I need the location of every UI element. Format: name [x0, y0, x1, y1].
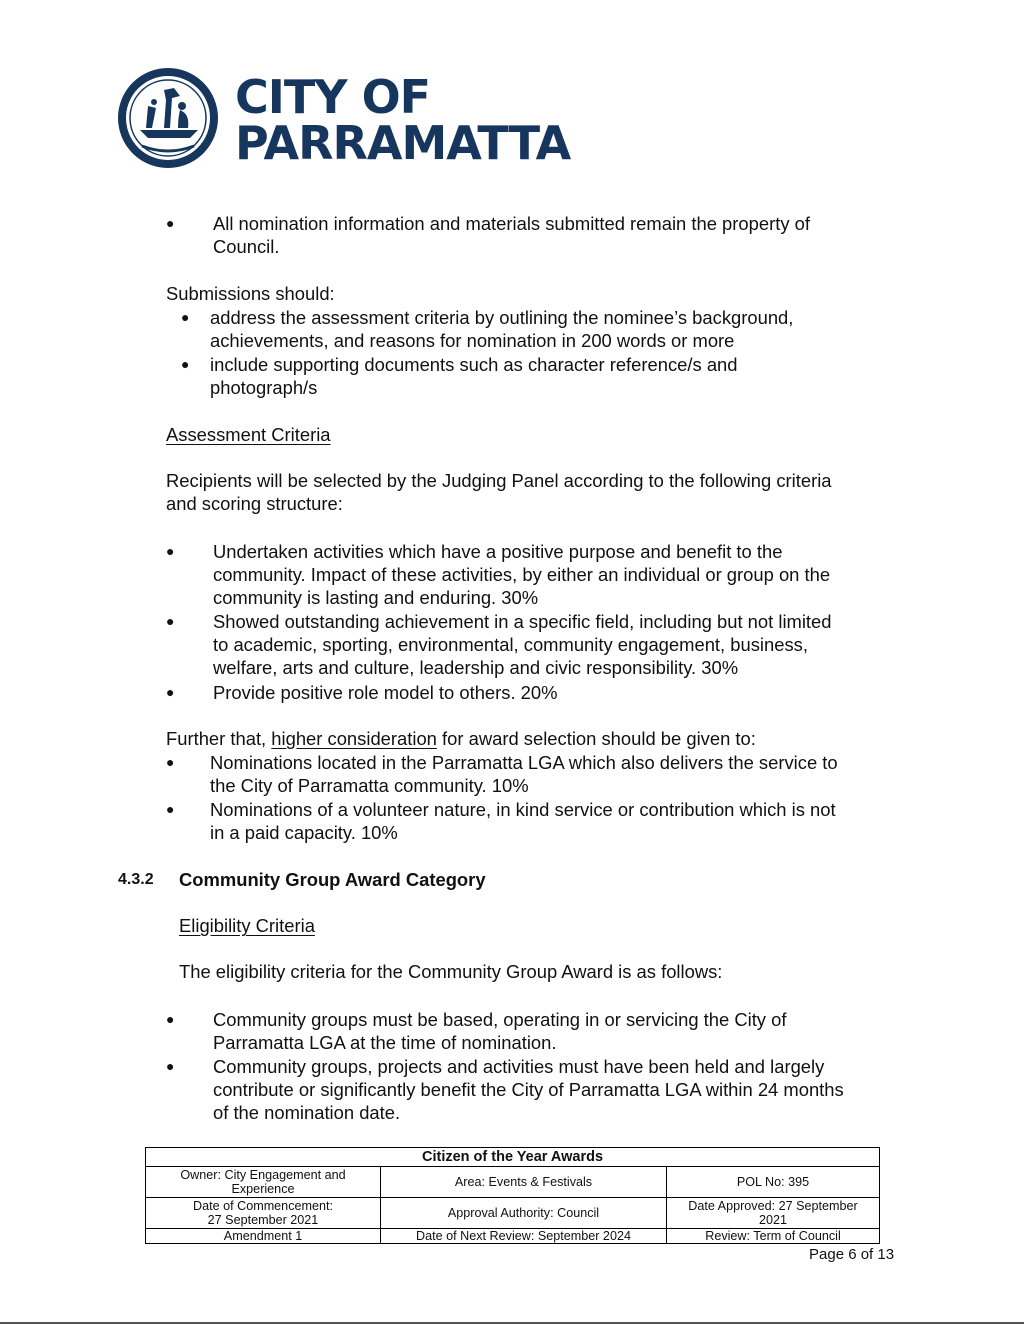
text-line: community. Impact of these activities, by either an individual or group on the: [213, 564, 831, 585]
eligibility-intro: The eligibility criteria for the Community Group Award is as follows:: [179, 961, 723, 982]
table-title: Citizen of the Year Awards: [146, 1148, 880, 1167]
bullet-icon: ●: [166, 684, 175, 700]
further-consideration-text: [166, 727, 756, 750]
text-line: contribute or significantly benefit the City of Parramatta LGA within 24 months: [213, 1079, 844, 1100]
consideration-item: [210, 751, 838, 797]
bullet-icon: ●: [181, 356, 190, 372]
text-fragment: Further that,: [166, 728, 272, 749]
text-line: the City of Parramatta community. 10%: [210, 775, 529, 796]
criteria-item: [213, 681, 558, 704]
text-line: Recipients will be selected by the Judging Panel according to the following criteria: [166, 470, 832, 491]
text-line: community is lasting and enduring. 30%: [213, 587, 539, 608]
bullet-icon: ●: [166, 801, 175, 817]
text-line: 27 September 2021: [207, 1213, 319, 1227]
logo-wordmark: [235, 70, 571, 170]
page-number: Page 6 of 13: [809, 1246, 895, 1263]
section-title: Community Group Award Category: [179, 869, 486, 890]
text-line: of the nomination date.: [213, 1102, 401, 1123]
parramatta-emblem-icon: [118, 68, 218, 168]
amendment-cell: Amendment 1: [146, 1229, 381, 1244]
bullet-icon: ●: [166, 754, 175, 770]
bullet-icon: ●: [166, 1058, 175, 1074]
bullet-icon: ●: [166, 1011, 175, 1027]
text-line: Community groups must be based, operating in or servicing the City of: [213, 1009, 787, 1030]
text-line: Date of Commencement:: [193, 1199, 333, 1213]
text-line: Nominations of a volunteer nature, in kind service or contribution which is not: [210, 799, 836, 820]
criteria-item: [213, 540, 830, 609]
document-control-table: [145, 1147, 880, 1244]
submission-item: [210, 306, 793, 352]
text-line: Showed outstanding achievement in a specific field, including but not limited: [213, 611, 832, 632]
commencement-cell: [146, 1198, 381, 1229]
city-of-parramatta-logo: [118, 66, 571, 170]
text-fragment: for award selection should be given to:: [436, 728, 756, 749]
submission-item: [210, 353, 738, 399]
owner-cell: [146, 1167, 381, 1198]
text-line: and scoring structure:: [166, 493, 343, 514]
review-cell: Review: Term of Council: [667, 1229, 880, 1244]
eligibility-item: [213, 1055, 844, 1124]
page-bottom-divider: [0, 1322, 1024, 1324]
text-line: 2021: [758, 1213, 788, 1227]
bullet-icon: ●: [166, 543, 175, 559]
text-line: Undertaken activities which have a positive purpose and benefit to the: [213, 541, 783, 562]
text-line: Experience: [231, 1182, 295, 1196]
text-line: Date Approved: 27 September: [688, 1199, 858, 1213]
eligibility-criteria-heading: Eligibility Criteria: [179, 915, 315, 936]
logo-line-2: PARRAMATTA: [235, 116, 571, 170]
date-approved-cell: [667, 1198, 880, 1229]
assessment-criteria-heading: Assessment Criteria: [166, 424, 331, 445]
table-row: [146, 1229, 880, 1244]
text-line: include supporting documents such as character reference/s and: [210, 354, 738, 375]
text-line: All nomination information and materials submitted remain the property of: [213, 213, 810, 234]
criteria-item: [213, 610, 832, 679]
text-line: Nominations located in the Parramatta LGA which also delivers the service to: [210, 752, 838, 773]
text-line: Provide positive role model to others. 20%: [213, 682, 558, 703]
text-line: Council.: [213, 236, 280, 257]
bullet-icon: ●: [181, 309, 190, 325]
text-line: welfare, arts and culture, leadership and civic responsibility. 30%: [213, 657, 739, 678]
table-row: [146, 1198, 880, 1229]
underlined-phrase: higher consideration: [271, 728, 437, 749]
approval-authority-cell: Approval Authority: Council: [381, 1198, 667, 1229]
text-line: in a paid capacity. 10%: [210, 822, 398, 843]
next-review-cell: Date of Next Review: September 2024: [381, 1229, 667, 1244]
text-line: achievements, and reasons for nomination in 200 words or more: [210, 330, 735, 351]
bullet-icon: ●: [166, 613, 175, 629]
section-number: 4.3.2: [118, 871, 154, 888]
submissions-heading: Submissions should:: [166, 283, 335, 304]
text-line: photograph/s: [210, 377, 318, 398]
text-line: Community groups, projects and activities must have been held and largely: [213, 1056, 825, 1077]
text-line: Owner: City Engagement and: [180, 1168, 346, 1182]
logo-line-1: CITY OF: [235, 70, 431, 124]
table-row: [146, 1148, 880, 1167]
eligibility-item: [213, 1008, 786, 1054]
table-row: [146, 1167, 880, 1198]
bullet-icon: ●: [166, 215, 175, 231]
text-line: Parramatta LGA at the time of nomination.: [213, 1032, 557, 1053]
text-line: to academic, sporting, environmental, community engagement, business,: [213, 634, 808, 655]
assessment-intro: [166, 469, 832, 515]
text-line: address the assessment criteria by outlining the nominee’s background,: [210, 307, 794, 328]
consideration-item: [210, 798, 836, 844]
intro-bullet-text: [213, 212, 810, 258]
pol-cell: POL No: 395: [667, 1167, 880, 1198]
area-cell: Area: Events & Festivals: [381, 1167, 667, 1198]
